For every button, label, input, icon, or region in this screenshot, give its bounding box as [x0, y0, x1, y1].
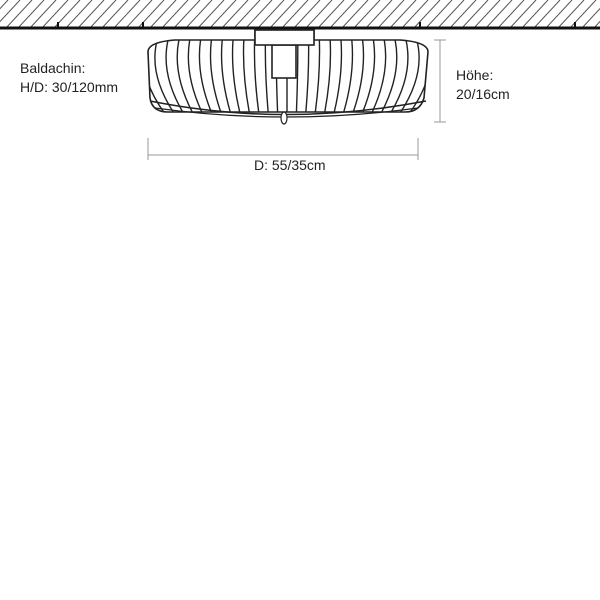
- canopy-title: Baldachin:: [20, 60, 86, 76]
- height-value: 20/16cm: [456, 86, 510, 102]
- height-dimension-line: [434, 40, 446, 122]
- diameter-value: D: 55/35cm: [254, 157, 326, 173]
- canopy-size: H/D: 30/120mm: [20, 79, 119, 95]
- diameter-dimension-label: [254, 156, 326, 175]
- canopy-dimension-label: [20, 59, 118, 97]
- lamp-shade: [144, 30, 431, 124]
- height-title: Höhe:: [456, 67, 494, 83]
- height-dimension-label: [456, 66, 510, 104]
- ceiling: [0, 0, 600, 29]
